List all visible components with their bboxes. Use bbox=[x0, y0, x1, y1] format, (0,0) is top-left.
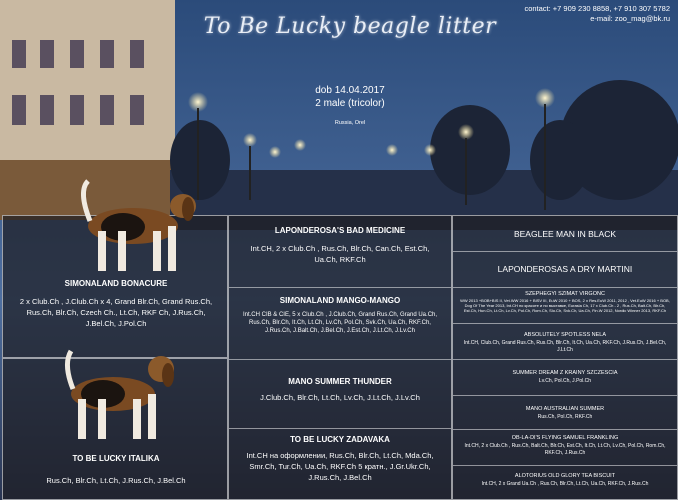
grandparents-column bbox=[228, 215, 452, 500]
great-grandparents-column bbox=[452, 215, 678, 500]
dam-panel bbox=[2, 358, 228, 500]
great-grandparent-5: SUMMER DREAM Z KRAINY SZCZESCIA Lv.Ch, Pol.Ch, J.Pol.Ch bbox=[453, 360, 677, 396]
location-text: Russia, Orel bbox=[334, 120, 366, 126]
beagle-photo-sire bbox=[63, 171, 203, 281]
great-grandparent-8: ALOTORIUS OLD GLORY TEA BISCUIT Int.CH, 2 x Grand Ua.Ch , Rus.Ch, Blr.Ch, Lt.Ch, Ua.Ch, RKF.Ch, J.Rus.Ch bbox=[481, 473, 649, 487]
great-grandparent-2: LAPONDEROSAS A DRY MARTINI bbox=[453, 252, 677, 288]
grandparent-2: SIMONALAND MANGO-MANGO Int.CH CIB & CIE, 5 x Club.Ch , J.Club.Ch, Grand Rus.Ch, Grand Ua.Ch, Rus.Ch, Blr.Ch, It.Ch, Lt.Ch, Lv.Ch, Pol.Ch, Svk.Ch, Ua.Ch, RKF.Ch, J.Rus.Ch, J.Balt.Ch, J.Bel.Ch, J.Est.Ch, J.Lt.Ch, J.Lv.Ch bbox=[229, 288, 451, 360]
grandparent-3: MANO SUMMER THUNDER J.Club.Ch, Blr.Ch, Lt.Ch, Lv.Ch, J.Lt.Ch, J.Lv.Ch bbox=[229, 360, 451, 429]
great-grandparent-4: ABSOLUTELY SPOTLESS NELA Int.CH, Club.Ch, Grand Rus.Ch, Rus.Ch, Blr.Ch, It.Ch, Ua.Ch, RKF.Ch, J.Rus.Ch, J.Bel.Ch, J.Lt.Ch bbox=[453, 324, 677, 360]
birth-info bbox=[290, 84, 410, 110]
great-grandparent-1: BEAGLEE MAN IN BLACK bbox=[453, 216, 677, 252]
dam-name: TO BE LUCKY ITALIKA bbox=[72, 454, 160, 463]
litter-title: To Be Lucky beagle litter bbox=[203, 14, 497, 39]
contact-email: e-mail: zoo_mag@bk.ru bbox=[590, 14, 670, 23]
sire-name: SIMONALAND BONACURE bbox=[64, 279, 168, 288]
sire-panel bbox=[2, 215, 228, 358]
great-grandparent-7: OB-LA-DI'S FLYING SAMUEL FRANKLING Int.CH, 2 x Club.Ch , Rus.Ch, Balt.Ch, Blr.Ch, Est.Ch, It.Ch, Lt.Ch, Lv.Ch, Pol.Ch, Rom.Ch, RKF.Ch, J.Rus.Ch bbox=[453, 430, 677, 466]
great-grandparent-3: SZEPHEGYI SZIMAT VIRGONC WW 2013 +BOB+BIS II, Vet.WW 2016 + BISV III, EuW 2010 + BOS, 2 x Res.EuW 2011, 2012 , Vet.EuW 2016 + BOB, Dog Of The Year 2013, Int.CH по красоте и по выставке, Eurasia Ch, 17 x Club.Ch - 2 , Rus.Ch, Balt.Ch, Blr.Ch, Est.Ch, Hun.Ch, Lt.Ch, Lv.Ch, Pol.Ch, Rom.Ch, Slo.Ch, Svk.Ch, Ua.Ch, Fin.W 2012, Nordic Winner 2013, RKF.Ch bbox=[453, 288, 677, 324]
great-grandparent-6: MANO AUSTRALIAN SUMMER Rus.Ch, Pol.Ch, RKF.Ch bbox=[453, 396, 677, 430]
beagle-photo-dam bbox=[53, 339, 183, 449]
grandparent-4: TO BE LUCKY ZADAVAKA Int.CH на оформлении, Rus.Ch, Blr.Ch, Lt.Ch, Mda.Ch, Smr.Ch, Tur.Ch, Ua.Ch, RKF.Ch 5 кратн., J.Gr.Ukr.Ch, J.Rus.Ch, J.Bel.Ch bbox=[246, 435, 434, 482]
contact-phone: contact: +7 909 230 8858, +7 910 307 5782 bbox=[524, 4, 670, 13]
dam-titles: Rus.Ch, Blr.Ch, Lt.Ch, J.Rus.Ch, J.Bel.Ch bbox=[46, 476, 186, 485]
males-text: 2 male (tricolor) bbox=[315, 98, 385, 109]
sire-titles: 2 x Club.Ch , J.Club.Ch x 4, Grand Blr.Ch, Grand Rus.Ch, Rus.Ch, Blr.Ch, Czech Ch., Lt.Ch, RKF Ch, J.Rus.Ch, J.Bel.Ch, J.Pol.Ch bbox=[19, 297, 213, 328]
contact-info bbox=[524, 4, 670, 24]
grandparent-1: LAPONDEROSA'S BAD MEDICINE Int.CH, 2 x Club.Ch , Rus.Ch, Blr.Ch, Can.Ch, Est.Ch, Ua.Ch, RKF.Ch bbox=[229, 216, 451, 288]
dob-text: dob 14.04.2017 bbox=[315, 85, 385, 96]
